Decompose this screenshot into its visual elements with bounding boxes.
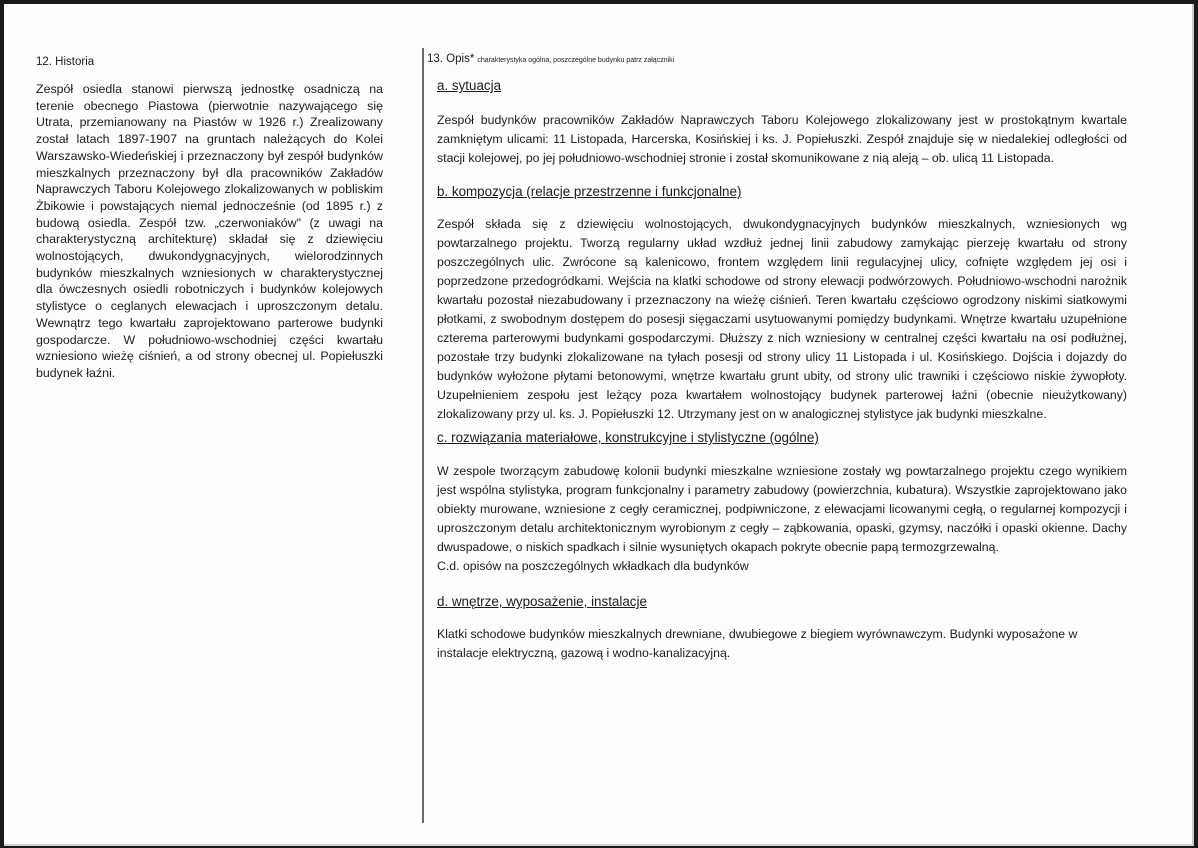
section-c-text: W zespole tworzącym zabudowę kolonii budynki mieszkalne wzniesione zostały wg powtarzalnego projektu czego wynikiem jest wspólna stylistyka, program funkcjonalny i parametry zabudowy (powierzchnia, kubatura). Wszystkie zaprojektowano jako obiekty murowane, wzniesione z cegły ceramicznej, podpiwniczone, z elewacjami licowanymi cegłą, o regularnej kompozycji i uproszczonym detalu architektonicznym wyrobionym z cegły – ząbkowania, opaski, gzymsy, naczółki i opaski okienne. Dachy dwuspadowe, o niskich spadkach i silnie wysuniętych okapach pokryte obecnie papą termozgrzewalną.	[437, 464, 1127, 554]
section-c-heading: c. rozwiązania materiałowe, konstrukcyjne i stylistyczne (ogólne)	[437, 430, 819, 445]
history-section	[36, 56, 410, 382]
description-title: 13. Opis*	[427, 53, 475, 65]
section-b-text: Zespół składa się z dziewięciu wolnostojących, dwukondygnacyjnych budynków mieszkalnych, wzniesionych wg powtarzalnego projektu. Tworzą regularny układ wzdłuż jednej linii zabudowy zamykając pierzeję kwartału od strony poszczególnych ulic. Zwrócone są kalenicowo, frontem względem linii regulacyjnej ulicy, cofnięte względem jej osi i poprzedzone przedogródkami. Wejścia na klatki schodowe od strony elewacji podwórzowych. Południowo-wschodni narożnik kwartału pozostał niezabudowany i przeznaczony na wieżę ciśnień. Teren kwartału częściowo ogrodzony niskimi siatkowymi płotkami, z swobodnym dostępem do posesji sięgaczami usytuowanymi pomiędzy budynkami. Wnętrze kwartału uzupełnione czterema parterowymi budynkami gospodarczymi. Dłuższy z nich wzniesiony w centralnej części kwartału na osi podłużnej, pozostałe trzy budynki zlokalizowane na tyłach posesji od strony ulicy 11 Listopada i ul. Kosińskiego. Dojścia i dojazdy do budynków wyłożone płytami betonowymi, wnętrze kwartału grunt ubity, od strony ulic trawniki i częściowo niskie żywopłoty. Uzupełnieniem zespołu jest leżący poza kwartałem wolnostojący budynek parterowej łaźni (obecnie nieużytkowany) zlokalizowany przy ul. ks. J. Popiełuszki 12. Utrzymany jest on w analogicznej stylistyce jak budynki mieszkalne.	[437, 217, 1127, 421]
column-divider	[422, 48, 424, 823]
section-d-text: Klatki schodowe budynków mieszkalnych drewniane, dwubiegowe z biegiem wyrównawczym. Budynki wyposażone w instalacje elektryczną, gazową i wodno-kanalizacyjną.	[437, 627, 1078, 660]
section-b-heading: b. kompozycja (relacje przestrzenne i funkcjonalne)	[437, 184, 742, 199]
history-body: Zespół osiedla stanowi pierwszą jednostkę osadniczą na terenie obecnego Piastowa (pierwotnie nazywającego się Utrata, przemianowany na Piastów w 1926 r.) Zrealizowany został latach 1897-1907 na gruntach należących do Kolei Warszawsko-Wiedeńskiej i przeznaczony był zespół budynków mieszkalnych przeznaczony był dla pracowników Zakładów Naprawczych Taboru Kolejowego zlokalizowanych w pobliskim Żbikowie i powstających niemal jednocześnie (od 1895 r.) z budową osiedla. Zespół tzw. „czerwoniaków" (z uwagi na charakterystyczną architekturę) składał się z dziewięciu wolnostojących, dwukondygnacyjnych, wielorodzinnych budynków mieszkalnych wzniesionych w charakterystycznej dla ówczesnych osiedli robotniczych i budynków kolejowych stylistyce o ceglanych elewacjach i uproszczonym detalu. Wewnątrz tego kwartału zaprojektowano parterowe budynki gospodarcze. W południowo-wschodniej części kwartału wzniesiono wieżę ciśnień, a od strony obecnej ul. Popiełuszki budynek łaźni.	[36, 82, 383, 380]
section-a-text: Zespół budynków pracowników Zakładów Naprawczych Taboru Kolejowego zlokalizowany jest w prostokątnym kwartale zamkniętym ulicami: 11 Listopada, Harcerska, Kosińskiej i ks. J. Popiełuszki. Zespół znajduje się w niedalekiej odległości od stacji kolejowej, po jej południowo-wschodniej stronie i został skomunikowane z nią aleją – ob. ulicą 11 Listopada.	[437, 113, 1127, 165]
document-page	[4, 4, 1194, 846]
section-c-note: C.d. opisów na poszczególnych wkładkach dla budynków	[437, 559, 749, 573]
description-subtitle: charakterystyka ogólna, poszczególne budynku patrz załączniki	[477, 57, 675, 64]
history-title: 12. Historia	[36, 56, 95, 68]
description-header	[427, 53, 1127, 65]
section-a-heading: a. sytuacja	[437, 78, 502, 93]
section-d-heading: d. wnętrze, wyposażenie, instalacje	[437, 594, 647, 609]
description-section	[427, 53, 1127, 663]
